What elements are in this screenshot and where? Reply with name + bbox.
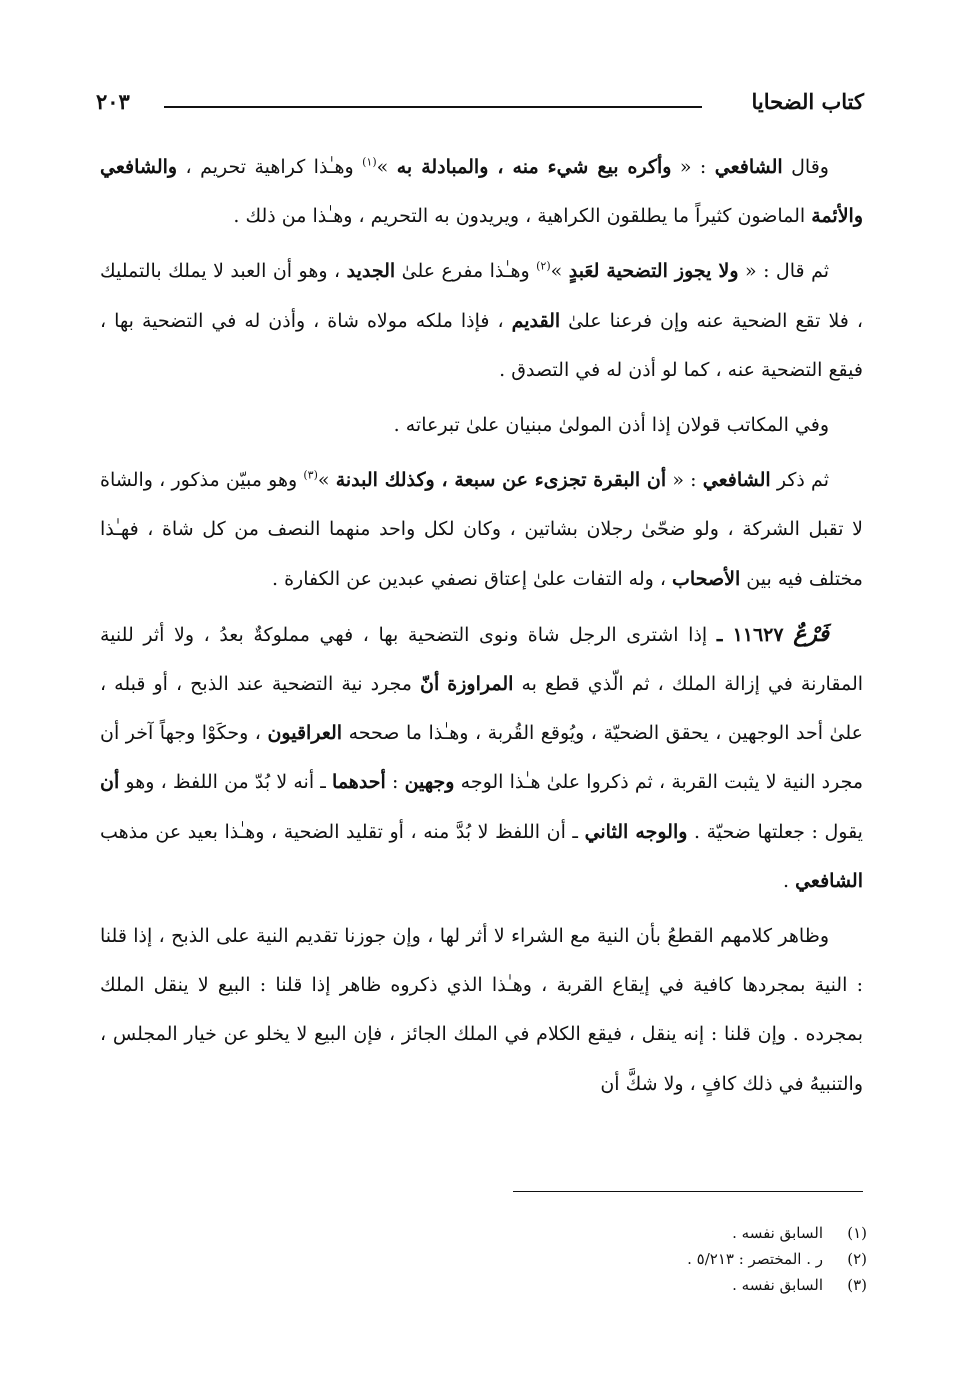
footnote [107, 1272, 867, 1298]
text-run: الشافعي [702, 469, 771, 492]
text-run: ثم ذكر [770, 469, 829, 492]
text-run: : « [666, 469, 703, 492]
paragraph [100, 401, 863, 450]
footnote-ref: (٣) [303, 468, 318, 482]
footnote-text: السابق نفسه . [732, 1276, 823, 1294]
paragraph [100, 143, 863, 241]
text-run [784, 624, 794, 646]
running-header [96, 86, 864, 122]
footnote-number: (١) [847, 1224, 867, 1242]
text-run: ـ أنه لا بُدّ من اللفظ ، وهو [119, 771, 333, 794]
text-run: مجرد نية التضحية عند الذبح ، أو قبله ، علىٰ أحد الوجهين ، يحقق الضحيّة ، ويُوقع القُربة ، وهـٰذا ما صححه [100, 673, 863, 745]
text-run: إذا اشترى الرجل شاة ونوى التضحية بها ، فهي مملوكةٌ بعدُ ، ولا أثر للنية المقارنة في إزالة الملك ، ثم الّذي قطع به [100, 623, 864, 696]
text-run: الماضون كثيراً ما يطلقون الكراهية ، ويريدون به التحريم ، وهـٰذا من ذلك . [233, 205, 812, 228]
header-title: كتاب الضحايا [751, 89, 864, 114]
text-run: » [550, 260, 569, 283]
footnote-number: (٢) [847, 1250, 867, 1268]
paragraph [100, 610, 863, 906]
text-run: وهو مبيّن مذكور ، والشاة لا تقبل الشركة ، ولو ضحّىٰ رجلان بشاتين ، وكان لكل واحد منهما النصف من كل شاة ، فهـٰذا مختلف فيه بين [100, 469, 863, 590]
text-run: وهـٰذا كراهية تحريم ، [177, 156, 363, 178]
footnotes [107, 1220, 867, 1298]
text-run: ١١٦٢٧ ـ [716, 623, 784, 646]
text-run: وفي المكاتب قولان إذا أذن المولىٰ مبنيان علىٰ تبرعاته . [393, 414, 829, 437]
text-run: العراقيون [267, 722, 343, 745]
footnote [107, 1220, 867, 1246]
text-run: وهـٰذا مفرع علىٰ [395, 260, 537, 283]
footnote-ref: (٢) [536, 260, 551, 274]
text-run: أنّ [420, 673, 440, 696]
text-run: : [385, 771, 405, 794]
page-number: ٢٠٣ [96, 89, 130, 114]
body-text [100, 143, 863, 1115]
text-run: : « [671, 156, 715, 178]
footnote-separator [513, 1191, 863, 1192]
text-run: الشافعي [714, 156, 783, 178]
header-rule [164, 106, 702, 108]
text-run: » [317, 469, 336, 492]
paragraph [100, 456, 863, 604]
text-run: القديم [511, 309, 561, 332]
footnote [107, 1246, 867, 1272]
text-run: المراوزة [447, 673, 514, 696]
text-run: الجديد [346, 260, 396, 283]
paragraph [100, 912, 863, 1109]
text-run: أحدهما [332, 771, 386, 794]
footnote-number: (٣) [847, 1276, 867, 1294]
text-run: أن البقرة تجزىء عن سبعة ، وكذلك البدنة [335, 469, 667, 492]
text-run: ثم قال : « [738, 260, 829, 283]
text-run: ولا يجوز التضحية لعَبدٍ [568, 260, 739, 283]
paragraph [100, 247, 863, 395]
text-run: ـ أن اللفظ لا بُدَّ منه ، أو تقليد الضحية ، وهـٰذا بعيد عن مذهب [100, 820, 585, 843]
text-run: ، وله التفات علىٰ إعتاق نصفي عبدين عن الكفارة . [271, 567, 673, 590]
far-marker: فَرْعٌ [793, 620, 829, 647]
text-run: وقال [782, 156, 829, 178]
text-run: الأصحاب [672, 567, 741, 590]
text-run: . [783, 869, 796, 892]
footnote-text: ر . المختصر : ٥/٢١٣ . [687, 1250, 823, 1268]
text-run: وجهين [404, 771, 455, 794]
text-run: ، وحكَوْا وجهاً آخر أن مجرد النية لا يثبت القربة ، ثم ذكروا علىٰ هـٰذا الوجه [100, 722, 864, 794]
footnote-text: السابق نفسه . [732, 1224, 823, 1242]
text-run: والوجه الثاني [584, 820, 688, 843]
text-run: ، وهو أن العبد لا يملك بالتمليك ، فلا تقع الضحية عنه وإن فرعنا علىٰ [100, 260, 863, 332]
text-run: الشافعي [795, 869, 863, 892]
text-run: وظاهر كلامهم القطعُ بأن النية مع الشراء لا أثر لها ، وإن جوزنا تقديم النية على الذبح ، إذا قلنا : النية بمجردها كافية في إيقاع القربة ، وهـٰذا الذي ذكروه ظاهر إذا قلنا : البيع لا ينقل الملك بمجرده . وإن قلنا : إنه ينقل ، فيقع الكلام في الملك الجائز ، فإن البيع لا يخلو عن خيار المجلس ، والتنبيهُ في ذلك كافٍ ، ولا شكَّ أن [100, 925, 863, 1095]
text-run: » [376, 156, 397, 178]
text-run: والشافعي والأئمة [100, 156, 863, 228]
text-run: أن [100, 771, 120, 794]
text-run: يقول : جعلتها ضحيّة . [687, 820, 863, 843]
footnote-ref: (١) [362, 155, 377, 169]
text-run: وأكره بيع شيء منه ، والمبادلة به [396, 156, 672, 178]
text-run: ، فإذا ملكه مولاه شاة ، وأذن له في التضحية بها ، فيقع التضحية عنه ، كما لو أذن له في التصدق . [100, 309, 863, 381]
